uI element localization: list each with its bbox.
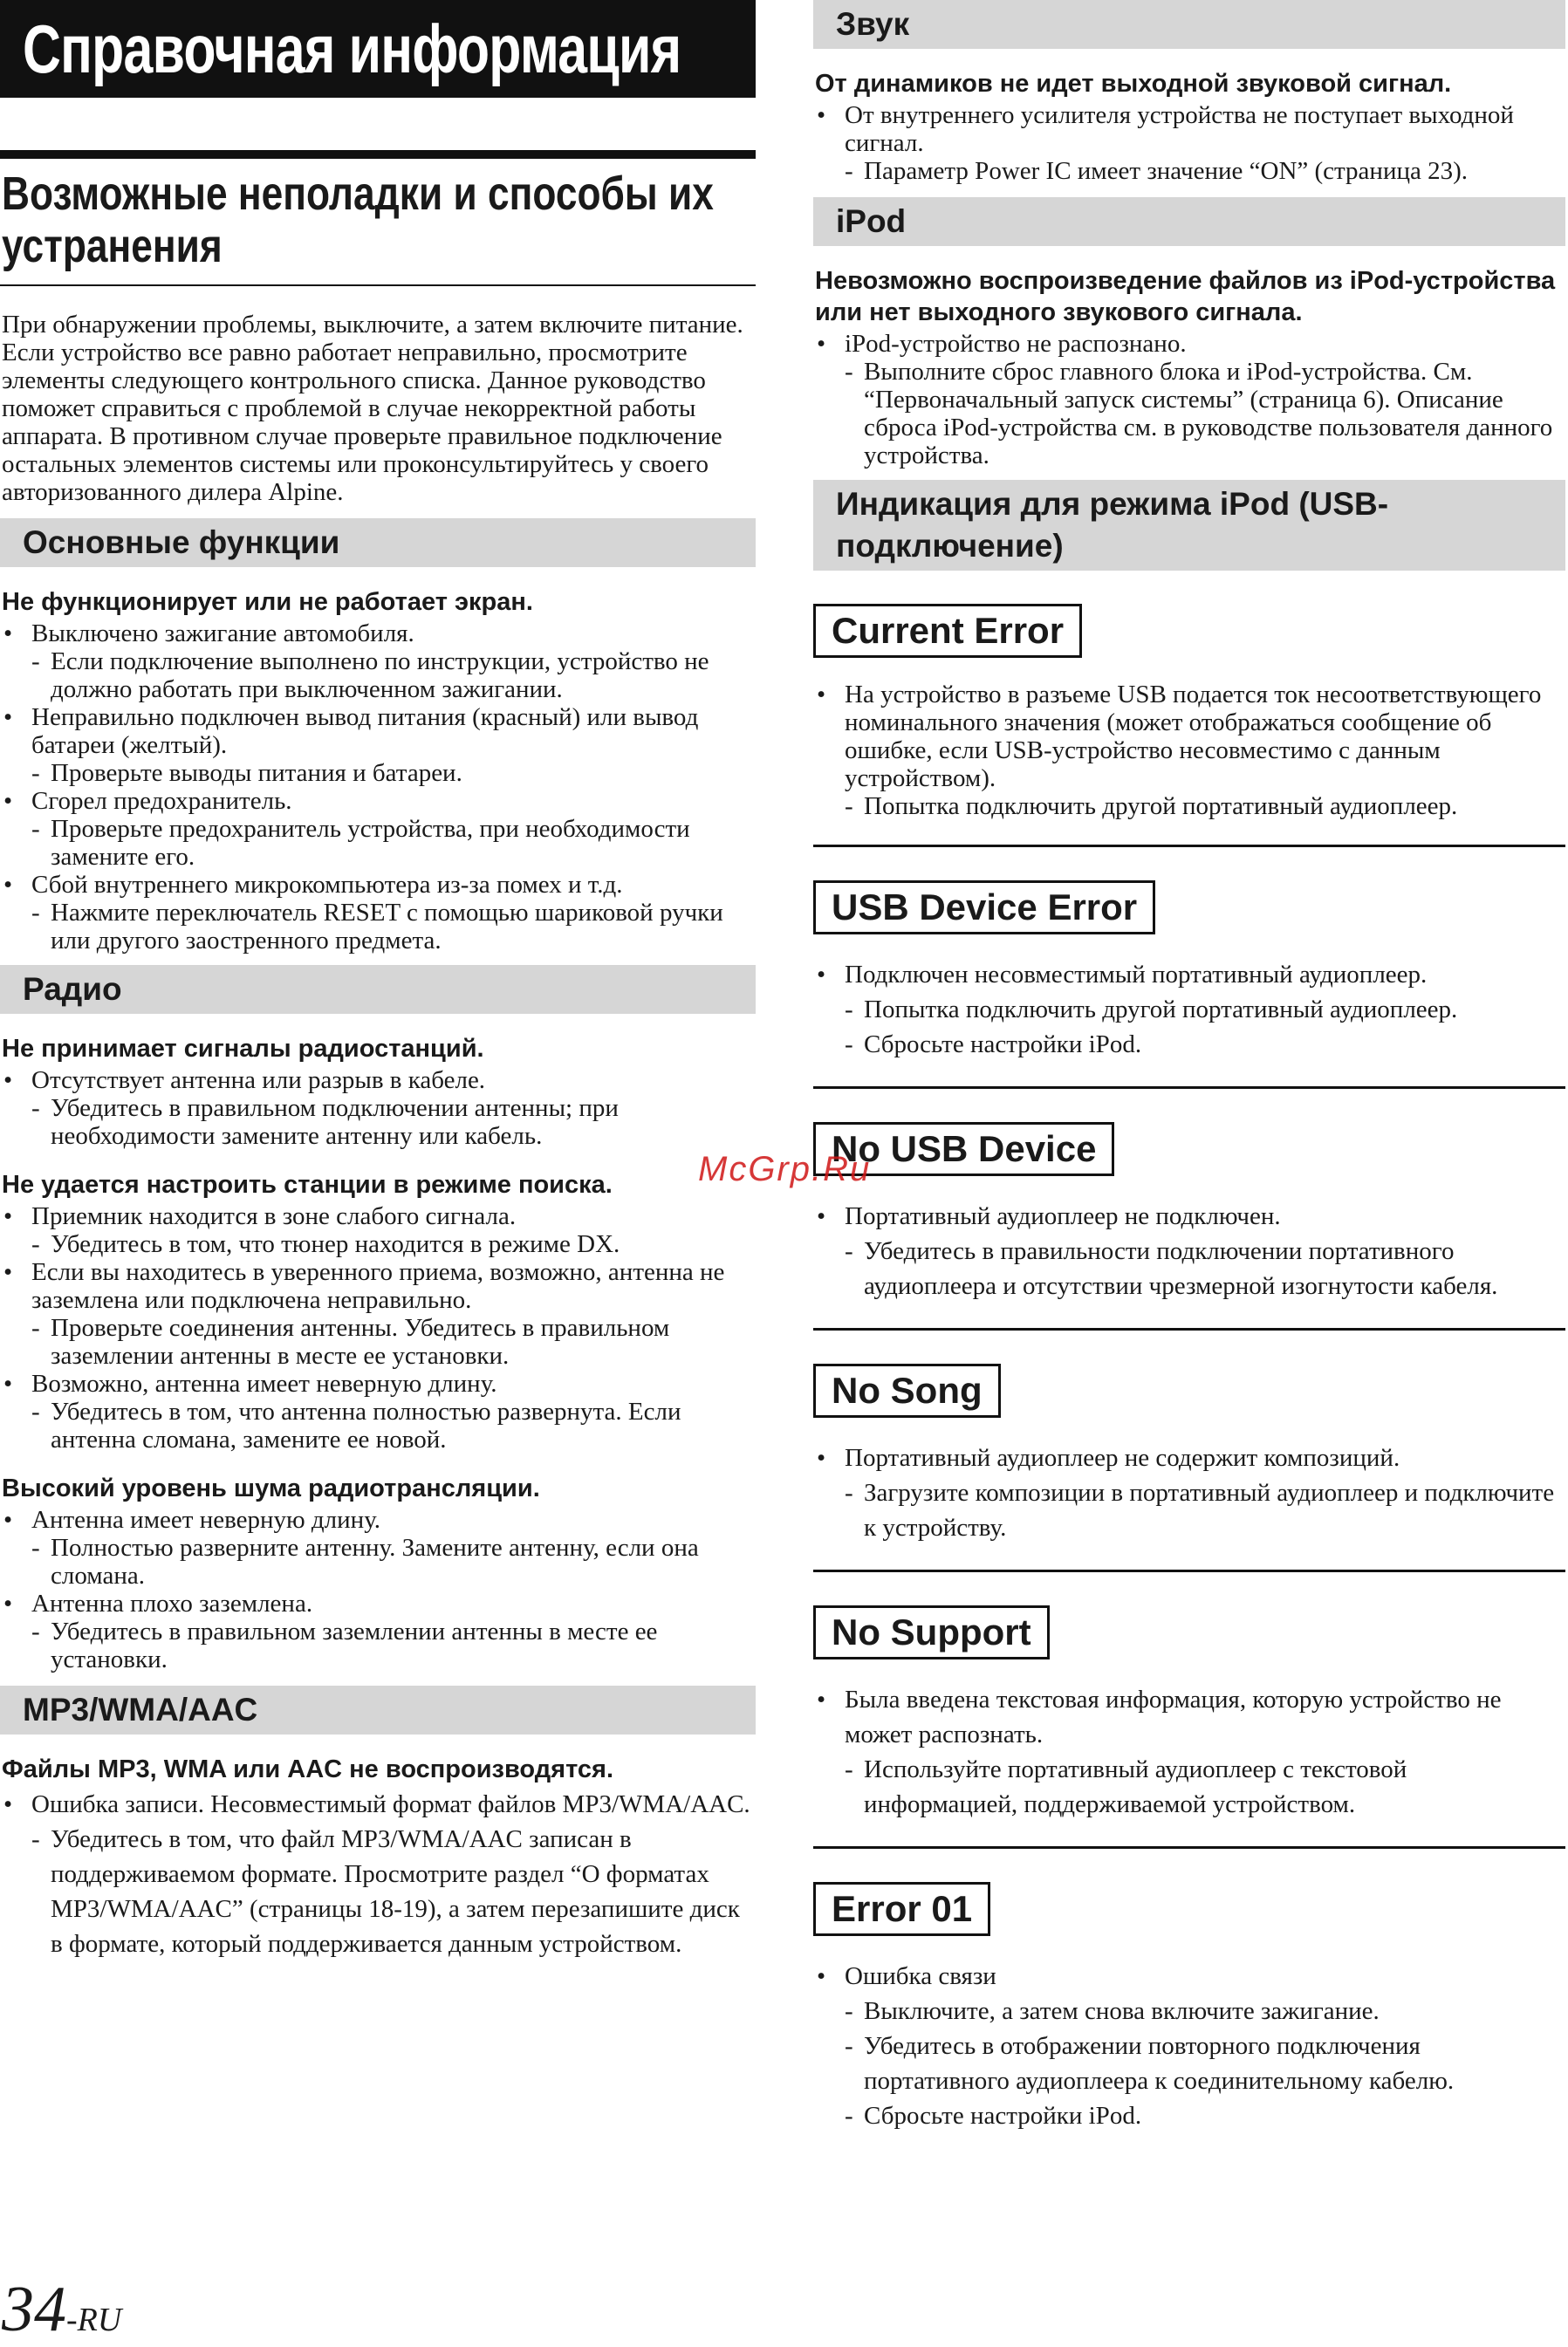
bullet-item: • Портативный аудиоплеер не подключен.: [813, 1199, 1565, 1234]
bullet-item: • Антенна имеет неверную длину.: [0, 1506, 756, 1534]
bullet-item: • Сгорел предохранитель.: [0, 787, 756, 815]
error-label: Error 01: [813, 1882, 990, 1936]
right-column: [813, 0, 1565, 2158]
sub-item: - Попытка подключить другой портативный аудиоплеер.: [813, 792, 1565, 820]
bullet-item: • Сбой внутреннего микрокомпьютера из-за помех и т.д.: [0, 871, 756, 899]
error-label: No Song: [813, 1364, 1001, 1418]
error-label: Current Error: [813, 604, 1082, 658]
error-block: [813, 1364, 1565, 1572]
bullet-item: • Приемник находится в зоне слабого сигнала.: [0, 1202, 756, 1230]
sub-item: - Убедитесь в отображении повторного подключения портативного аудиоплеера к соединительному кабелю.: [813, 2029, 1565, 2098]
sub-item: - Убедитесь в том, что антенна полностью развернута. Если антенна сломана, замените ее новой.: [0, 1398, 756, 1454]
indication-header: Индикация для режима iPod (USB-подключение): [813, 480, 1565, 571]
bullet-item: • Выключено зажигание автомобиля.: [0, 619, 756, 647]
intro-paragraph: При обнаружении проблемы, выключите, а затем включите питание. Если устройство все равно работает неправильно, просмотрите элементы следующего контрольного списка. Данное руководство поможет справиться с проблемой в случае некорректной работы аппарата. В противном случае проверьте правильное подключение остальных элементов системы или проконсультируйтесь у своего авторизованного дилера Alpine.: [2, 311, 743, 506]
bullet-item: • Ошибка связи: [813, 1959, 1565, 1994]
sub-item: - Проверьте предохранитель устройства, при необходимости замените его.: [0, 815, 756, 871]
bullet-item: • Если вы находитесь в уверенного приема, возможно, антенна не заземлена или подключена неправильно.: [0, 1258, 756, 1314]
sub-item: - Если подключение выполнено по инструкции, устройство не должно работать при выключенном зажигании.: [0, 647, 756, 703]
error-items: [813, 1682, 1565, 1822]
bullet-item: • Отсутствует антенна или разрыв в кабеле.: [0, 1066, 756, 1094]
radio-issue-title: Не принимает сигналы радиостанций.: [2, 1035, 484, 1063]
radio-header: Радио: [0, 965, 756, 1014]
sub-item: - Убедитесь в правильности подключении портативного аудиоплеера и отсутствии чрезмерной изогнутости кабеля.: [813, 1234, 1565, 1304]
radio-issue-title: Не удается настроить станции в режиме поиска.: [2, 1171, 613, 1199]
sub-item: - Используйте портативный аудиоплеер с текстовой информацией, поддерживаемой устройством.: [813, 1752, 1565, 1822]
bullet-item: • Антенна плохо заземлена.: [0, 1590, 756, 1618]
bullet-item: • Портативный аудиоплеер не содержит композиций.: [813, 1440, 1565, 1475]
ipod-issue-list: [813, 330, 1565, 469]
error-items: [813, 957, 1565, 1062]
sub-item: - Выключите, а затем снова включите зажигание.: [813, 1994, 1565, 2029]
error-items: [813, 1199, 1565, 1304]
sub-item: - Сбросьте настройки iPod.: [813, 2098, 1565, 2133]
error-items: [813, 1440, 1565, 1545]
error-label: USB Device Error: [813, 880, 1155, 934]
sub-item: - Убедитесь в том, что файл MP3/WMA/AAC записан в поддерживаемом формате. Просмотрите раздел “О форматах MP3/WMA/AAC” (страницы 18-19), а затем перезапишите диск в формате, который поддерживается данным устройством.: [0, 1822, 756, 1961]
error-items: [813, 1959, 1565, 2133]
mp3-issue-title: Файлы MP3, WMA или AAC не воспроизводятся.: [2, 1755, 613, 1783]
sound-issue-list: [813, 101, 1565, 185]
radio-issue-items: [0, 1202, 756, 1454]
ipod-issue-title: Невозможно воспроизведение файлов из iPod-устройства или нет выходного звукового сигнала.: [815, 267, 1556, 326]
bullet-item: • Была введена текстовая информация, которую устройство не может распознать.: [813, 1682, 1565, 1752]
sound-issue-title: От динамиков не идет выходной звуковой сигнал.: [815, 70, 1452, 98]
section-title: Возможные неполадки и способы их устранения: [0, 150, 756, 286]
sound-header: Звук: [813, 0, 1565, 49]
sub-item: - Параметр Power IC имеет значение “ON” (страница 23).: [813, 157, 1565, 185]
sub-item: - Убедитесь в том, что тюнер находится в режиме DX.: [0, 1230, 756, 1258]
sub-item: - Убедитесь в правильном заземлении антенны в месте ее установки.: [0, 1618, 756, 1673]
bullet-item: • На устройство в разъеме USB подается ток несоответствующего номинального значения (может отображаться сообщение об ошибке, если USB-устройство несовместимо с данным устройством).: [813, 681, 1565, 792]
bullet-item: • Подключен несовместимый портативный аудиоплеер.: [813, 957, 1565, 992]
radio-issue-title: Высокий уровень шума радиотрансляции.: [2, 1475, 540, 1502]
left-column: [0, 0, 756, 1961]
bullet-item: • От внутреннего усилителя устройства не поступает выходной сигнал.: [813, 101, 1565, 157]
page-number: 34-RU: [2, 2274, 122, 2345]
bullet-item: • Неправильно подключен вывод питания (красный) или вывод батареи (желтый).: [0, 703, 756, 759]
page-title: Справочная информация: [0, 0, 756, 98]
error-label: No Support: [813, 1605, 1050, 1659]
mp3-header: MP3/WMA/AAC: [0, 1686, 756, 1735]
sub-item: - Проверьте соединения антенны. Убедитесь в правильном заземлении антенны в месте ее установки.: [0, 1314, 756, 1370]
ipod-header: iPod: [813, 197, 1565, 246]
sub-item: - Полностью разверните антенну. Замените антенну, если она сломана.: [0, 1534, 756, 1590]
bullet-item: • iPod-устройство не распознано.: [813, 330, 1565, 358]
sub-item: - Попытка подключить другой портативный аудиоплеер.: [813, 992, 1565, 1027]
sub-item: - Загрузите композиции в портативный аудиоплеер и подключите к устройству.: [813, 1475, 1565, 1545]
sub-item: - Сбросьте настройки iPod.: [813, 1027, 1565, 1062]
error-label: No USB Device: [813, 1122, 1114, 1176]
watermark: McGrp.Ru: [698, 1150, 872, 1188]
radio-issue-list: [0, 1033, 756, 1673]
error-indications: [813, 604, 1565, 2158]
error-block: [813, 880, 1565, 1089]
basic-issue-title: Не функционирует или не работает экран.: [2, 588, 533, 616]
basic-functions-header: Основные функции: [0, 518, 756, 567]
sub-item: - Выполните сброс главного блока и iPod-устройства. См. “Первоначальный запуск системы” (страница 6). Описание сброса iPod-устройства см. в руководстве пользователя данного устройства.: [813, 358, 1565, 469]
error-items: [813, 681, 1565, 820]
error-block: [813, 604, 1565, 847]
mp3-issue-list: [0, 1787, 756, 1961]
bullet-item: • Возможно, антенна имеет неверную длину.: [0, 1370, 756, 1398]
basic-issue-list: [0, 619, 756, 955]
error-block: [813, 1122, 1565, 1331]
sub-item: - Убедитесь в правильном подключении антенны; при необходимости замените антенну или кабель.: [0, 1094, 756, 1150]
radio-issue-items: [0, 1066, 756, 1150]
sub-item: - Нажмите переключатель RESET с помощью шариковой ручки или другого заостренного предмета.: [0, 899, 756, 955]
sub-item: - Проверьте выводы питания и батареи.: [0, 759, 756, 787]
error-block: [813, 1882, 1565, 2158]
radio-issue-items: [0, 1506, 756, 1673]
bullet-item: • Ошибка записи. Несовместимый формат файлов MP3/WMA/AAC.: [0, 1787, 756, 1822]
error-block: [813, 1605, 1565, 1849]
